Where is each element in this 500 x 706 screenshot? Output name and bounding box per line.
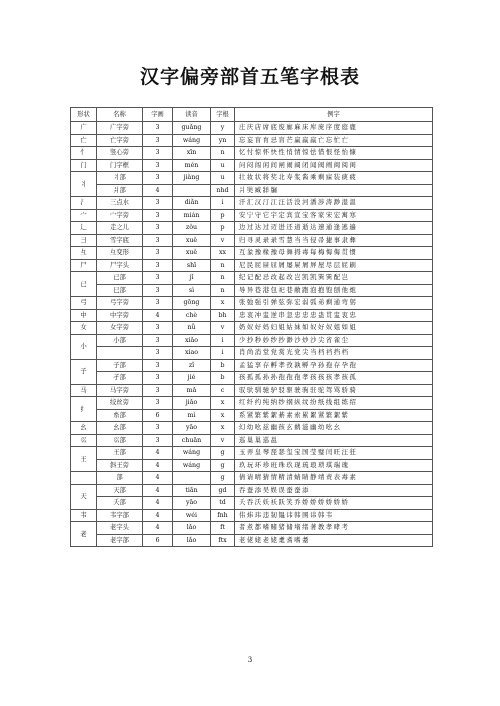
radical-shape-cell: 子 bbox=[71, 359, 97, 384]
stroke-count-cell: 3 bbox=[143, 234, 173, 247]
example-characters-cell: 汗汇汉汀江汪活没河潘涉涛渺湿温 bbox=[235, 197, 433, 210]
stroke-count-cell: 4 bbox=[143, 497, 173, 510]
table-row bbox=[71, 434, 433, 447]
table-row bbox=[71, 234, 433, 247]
table-row bbox=[71, 422, 433, 435]
stroke-count-cell: 3 bbox=[143, 134, 173, 147]
column-header: 例字 bbox=[235, 108, 433, 122]
example-characters-cell: 忘妄盲育忌盲芒赢羸羸亡忘忙亡 bbox=[235, 134, 433, 147]
table-row bbox=[71, 209, 433, 222]
page-title: 汉字偏旁部首五笔字根表 bbox=[139, 66, 360, 88]
example-characters-cell: 忠衷冲盅逆串忽忠忠忠蛊贯盅衷忠 bbox=[235, 309, 433, 322]
table-header-row bbox=[71, 108, 433, 122]
wubi-code-cell: td bbox=[211, 497, 235, 510]
pinyin-cell: xiǎo bbox=[173, 334, 211, 347]
radical-name-cell: 部 bbox=[97, 472, 143, 485]
pinyin-cell: nǚ bbox=[173, 322, 211, 335]
example-characters-cell: 孩孤孤孙孙孢孢孢孝孩孩孩孝孩孤 bbox=[235, 372, 433, 385]
table-row bbox=[71, 534, 433, 547]
radical-name-cell: 门字框 bbox=[97, 159, 143, 172]
pinyin-cell: wáng bbox=[173, 134, 211, 147]
stroke-count-cell: 3 bbox=[143, 347, 173, 360]
stroke-count-cell: 4 bbox=[143, 447, 173, 460]
radical-name-cell: 老字头 bbox=[97, 522, 143, 535]
example-characters-cell: 夭吞沃妖袄跃笑乔娇娇娇娇娇娇 bbox=[235, 497, 433, 510]
example-characters-cell: 导异巷港包祀巷敝跑泡抱饱刨他炮 bbox=[235, 284, 433, 297]
pinyin-cell: wáng bbox=[173, 447, 211, 460]
example-characters-cell: 幻幼吆兹幽孩玄鹚滋幽幼吆幺 bbox=[235, 422, 433, 435]
example-characters-cell: 问闷闯闲间闸闹阔闭闻阀阐闽阅闺 bbox=[235, 159, 433, 172]
stroke-count-cell: 3 bbox=[143, 159, 173, 172]
table-row bbox=[71, 197, 433, 210]
wubi-code-cell: gd bbox=[211, 484, 235, 497]
table-row bbox=[71, 497, 433, 510]
table-row bbox=[71, 409, 433, 422]
table-row bbox=[71, 222, 433, 235]
wubi-code-cell: b bbox=[211, 372, 235, 385]
wubi-code-cell: nhd bbox=[211, 184, 235, 197]
radical-shape-cell: 小 bbox=[71, 334, 97, 359]
wubi-code-cell: g bbox=[211, 459, 235, 472]
radical-name-cell: 小部 bbox=[97, 334, 143, 347]
example-characters-cell: 红纤约纯纳纱纲纵纹纷纸线组练绍 bbox=[235, 397, 433, 410]
stroke-count-cell: 3 bbox=[143, 372, 173, 385]
radical-shape-cell: 彐 bbox=[71, 234, 97, 247]
radical-shape-cell: 王 bbox=[71, 447, 97, 472]
radical-name-cell: 广字旁 bbox=[97, 122, 143, 135]
radical-shape-cell: 天 bbox=[71, 484, 97, 509]
table-row bbox=[71, 334, 433, 347]
stroke-count-cell: 4 bbox=[143, 309, 173, 322]
example-characters-cell: 吞蚕添吴娱误蚕蚕添 bbox=[235, 484, 433, 497]
pinyin-cell: chuān bbox=[173, 434, 211, 447]
example-characters-cell: 忆忖惊怀快性悄情惊怯惜恨怪怡慷 bbox=[235, 147, 433, 160]
radical-shape-cell: 已 bbox=[71, 272, 97, 297]
table-row bbox=[71, 147, 433, 160]
pinyin-cell: mén bbox=[173, 159, 211, 172]
radical-name-cell: 王部 bbox=[97, 447, 143, 460]
table-row bbox=[71, 522, 433, 535]
column-header: 读音 bbox=[173, 108, 211, 122]
wubi-code-cell: yn bbox=[211, 134, 235, 147]
radical-name-cell: 马字旁 bbox=[97, 384, 143, 397]
table-row bbox=[71, 372, 433, 385]
radical-name-cell: 老字部 bbox=[97, 534, 143, 547]
stroke-count-cell: 3 bbox=[143, 197, 173, 210]
example-characters-cell: 庄庆店席底废廊麻床库庞序度庭鹿 bbox=[235, 122, 433, 135]
radical-name-cell: 雪字底 bbox=[97, 234, 143, 247]
radical-name-cell: 孑部 bbox=[97, 372, 143, 385]
radical-name-cell: 竖心旁 bbox=[97, 147, 143, 160]
radical-name-cell: 已部 bbox=[97, 272, 143, 285]
radical-name-cell: 幺部 bbox=[97, 422, 143, 435]
radical-name-cell: 巛部 bbox=[97, 434, 143, 447]
radical-table bbox=[70, 107, 433, 547]
example-characters-cell: 者煮都嗜赌猪储堵绪著教孝哮考 bbox=[235, 522, 433, 535]
column-header: 形状 bbox=[71, 108, 97, 122]
stroke-count-cell: 4 bbox=[143, 484, 173, 497]
pinyin-cell: mǎ bbox=[173, 384, 211, 397]
wubi-code-cell: g bbox=[211, 447, 235, 460]
wubi-code-cell: i bbox=[211, 197, 235, 210]
example-characters-cell: 尼民屁屉屈屑屡屉屑屏屋尽层屁刷 bbox=[235, 259, 433, 272]
table-row bbox=[71, 309, 433, 322]
stroke-count-cell: 3 bbox=[143, 122, 173, 135]
radical-name-cell: 子部 bbox=[97, 359, 143, 372]
pinyin-cell: wéi bbox=[173, 509, 211, 522]
example-characters-cell: 肖尚消堂党赏光党尖当档裆挡档 bbox=[235, 347, 433, 360]
radical-name-cell: 走之儿 bbox=[97, 222, 143, 235]
pinyin-cell: zǐ bbox=[173, 359, 211, 372]
radical-shape-cell: 弓 bbox=[71, 297, 97, 310]
wubi-code-cell: u bbox=[211, 159, 235, 172]
pinyin-cell: xiao bbox=[173, 347, 211, 360]
radical-name-cell: 女字旁 bbox=[97, 322, 143, 335]
stroke-count-cell: 3 bbox=[143, 434, 173, 447]
example-characters-cell: 系紧繁紫絮綦素索累絮紧繁絮紫 bbox=[235, 409, 433, 422]
pinyin-cell: jiàng bbox=[173, 172, 211, 185]
wubi-code-cell: v bbox=[211, 234, 235, 247]
stroke-count-cell: 3 bbox=[143, 172, 173, 185]
pinyin-cell: sì bbox=[173, 284, 211, 297]
pinyin-cell: lǎo bbox=[173, 522, 211, 535]
column-header: 字画 bbox=[143, 108, 173, 122]
wubi-code-cell: x bbox=[211, 409, 235, 422]
stroke-count-cell: 3 bbox=[143, 247, 173, 260]
example-characters-cell: 玉弄皇琴琵瑟玺宝国莹璧闰旺汪狂 bbox=[235, 447, 433, 460]
wubi-code-cell: x bbox=[211, 422, 235, 435]
radical-shape-cell: 忄 bbox=[71, 147, 97, 160]
example-characters-cell: 玖玩环珍班珠玖现琉琅琐琪瑞瑰 bbox=[235, 459, 433, 472]
stroke-count-cell: 3 bbox=[143, 297, 173, 310]
table-row bbox=[71, 484, 433, 497]
page-number: 3 bbox=[247, 656, 253, 664]
stroke-count-cell: 6 bbox=[143, 409, 173, 422]
example-characters-cell: 伟炜玮违韧韫讳韩围讳韩韦 bbox=[235, 509, 433, 522]
stroke-count-cell: 3 bbox=[143, 222, 173, 235]
pinyin-cell: jié bbox=[173, 372, 211, 385]
stroke-count-cell: 3 bbox=[143, 322, 173, 335]
radical-shape-cell: 广 bbox=[71, 122, 97, 135]
radical-name-cell bbox=[97, 347, 143, 360]
stroke-count-cell: 3 bbox=[143, 397, 173, 410]
stroke-count-cell: 4 bbox=[143, 522, 173, 535]
table-row bbox=[71, 359, 433, 372]
radical-name-cell: 彑变形 bbox=[97, 247, 143, 260]
wubi-code-cell: n bbox=[211, 272, 235, 285]
stroke-count-cell: 4 bbox=[143, 472, 173, 485]
stroke-count-cell: 3 bbox=[143, 334, 173, 347]
stroke-count-cell: 3 bbox=[143, 284, 173, 297]
radical-name-cell: 尸字头 bbox=[97, 259, 143, 272]
radical-name-cell: 中字旁 bbox=[97, 309, 143, 322]
wubi-code-cell: x bbox=[211, 397, 235, 410]
radical-shape-cell: 纟 bbox=[71, 397, 97, 422]
example-characters-cell: 边过达过迈进还道逝达速通逢逃遍 bbox=[235, 222, 433, 235]
radical-shape-cell: 中 bbox=[71, 309, 97, 322]
radical-shape-cell: 门 bbox=[71, 159, 97, 172]
wubi-code-cell: y bbox=[211, 122, 235, 135]
table-row bbox=[71, 322, 433, 335]
pinyin-cell: xuě bbox=[173, 247, 211, 260]
radical-name-cell: 巳部 bbox=[97, 284, 143, 297]
radical-shape-cell: 巛 bbox=[71, 434, 97, 447]
pinyin-cell: wáng bbox=[173, 459, 211, 472]
radical-name-cell: 三点水 bbox=[97, 197, 143, 210]
radical-name-cell: 夭部 bbox=[97, 497, 143, 510]
radical-name-cell: 斜王旁 bbox=[97, 459, 143, 472]
radical-shape-cell: 彑 bbox=[71, 247, 97, 260]
stroke-count-cell: 3 bbox=[143, 422, 173, 435]
pinyin-cell: lǎo bbox=[173, 534, 211, 547]
radical-name-cell: 天部 bbox=[97, 484, 143, 497]
table-row bbox=[71, 122, 433, 135]
example-characters-cell: 归寻灵录录雪慧当当侵帚捷事隶彝 bbox=[235, 234, 433, 247]
radical-name-cell: 糸部 bbox=[97, 409, 143, 422]
pinyin-cell bbox=[173, 472, 211, 485]
wubi-code-cell: u bbox=[211, 172, 235, 185]
radical-shape-cell: 幺 bbox=[71, 422, 97, 435]
pinyin-cell: mián bbox=[173, 209, 211, 222]
radical-shape-cell: 氵 bbox=[71, 197, 97, 210]
example-characters-cell: 倩请晴猜情精清蜻睛静靖责表毒素 bbox=[235, 472, 433, 485]
example-characters-cell: 巡巢巢巡邕 bbox=[235, 434, 433, 447]
stroke-count-cell: 3 bbox=[143, 259, 173, 272]
pinyin-cell: jiǎo bbox=[173, 397, 211, 410]
stroke-count-cell: 3 bbox=[143, 147, 173, 160]
example-characters-cell: 互彖豫椽豫母舞拇毒每梅悔侮贯惯 bbox=[235, 247, 433, 260]
wubi-code-cell: c bbox=[211, 384, 235, 397]
table-row bbox=[71, 472, 433, 485]
table-row bbox=[71, 397, 433, 410]
example-characters-cell: 奶奴好妈妇姐姑妹如奴好奴姐如姐 bbox=[235, 322, 433, 335]
table-row bbox=[71, 272, 433, 285]
wubi-code-cell: xx bbox=[211, 247, 235, 260]
pinyin-cell: xīn bbox=[173, 147, 211, 160]
table-row bbox=[71, 247, 433, 260]
stroke-count-cell: 3 bbox=[143, 384, 173, 397]
example-characters-cell: 驭驮驯驰驴驳驱驶驹驻驼驾骂骄骑 bbox=[235, 384, 433, 397]
table-row bbox=[71, 384, 433, 397]
example-characters-cell: 安宁守它宇定宾宣宝客家宋宏寓寒 bbox=[235, 209, 433, 222]
wubi-code-cell: p bbox=[211, 222, 235, 235]
example-characters-cell: 纪记配忌改起改岂凯凯巽巽配岂 bbox=[235, 272, 433, 285]
table-row bbox=[71, 297, 433, 310]
radical-name-cell: 绞丝旁 bbox=[97, 397, 143, 410]
radical-name-cell: 弓字旁 bbox=[97, 297, 143, 310]
pinyin-cell: diǎn bbox=[173, 197, 211, 210]
pinyin-cell bbox=[173, 184, 211, 197]
wubi-code-cell: ft bbox=[211, 522, 235, 535]
pinyin-cell: xuě bbox=[173, 234, 211, 247]
wubi-code-cell: v bbox=[211, 434, 235, 447]
wubi-code-cell: n bbox=[211, 147, 235, 160]
pinyin-cell: shī bbox=[173, 259, 211, 272]
radical-shape-cell: 马 bbox=[71, 384, 97, 397]
radical-name-cell: 亡字旁 bbox=[97, 134, 143, 147]
wubi-code-cell: v bbox=[211, 322, 235, 335]
wubi-code-cell: g bbox=[211, 472, 235, 485]
wubi-code-cell: ftx bbox=[211, 534, 235, 547]
pinyin-cell: yāo bbox=[173, 497, 211, 510]
pinyin-cell: mì bbox=[173, 409, 211, 422]
wubi-code-cell: p bbox=[211, 209, 235, 222]
stroke-count-cell: 4 bbox=[143, 509, 173, 522]
stroke-count-cell: 6 bbox=[143, 534, 173, 547]
wubi-code-cell: b bbox=[211, 359, 235, 372]
example-characters-cell: 爿奘臧牂牖 bbox=[235, 184, 433, 197]
radical-name-cell: 宀字旁 bbox=[97, 209, 143, 222]
wubi-code-cell: i bbox=[211, 347, 235, 360]
table-row bbox=[71, 447, 433, 460]
column-header: 字根 bbox=[211, 108, 235, 122]
radical-shape-cell: 辶 bbox=[71, 222, 97, 235]
radical-name-cell: 丬部 bbox=[97, 172, 143, 185]
stroke-count-cell: 4 bbox=[143, 459, 173, 472]
pinyin-cell: yāo bbox=[173, 422, 211, 435]
radical-shape-cell: 亡 bbox=[71, 134, 97, 147]
pinyin-cell: gōng bbox=[173, 297, 211, 310]
pinyin-cell: zǒu bbox=[173, 222, 211, 235]
wubi-code-cell: fnh bbox=[211, 509, 235, 522]
radical-shape-cell: 女 bbox=[71, 322, 97, 335]
radical-shape-cell: 韦 bbox=[71, 509, 97, 522]
table-row bbox=[71, 172, 433, 185]
radical-shape-cell: 丬 bbox=[71, 172, 97, 197]
radical-shape-cell: 宀 bbox=[71, 209, 97, 222]
column-header: 名称 bbox=[97, 108, 143, 122]
radical-name-cell: 爿部 bbox=[97, 184, 143, 197]
radical-name-cell: 韦字部 bbox=[97, 509, 143, 522]
radical-shape-cell: 老 bbox=[71, 522, 97, 547]
table-row bbox=[71, 259, 433, 272]
table-row bbox=[71, 509, 433, 522]
table-row bbox=[71, 184, 433, 197]
stroke-count-cell: 3 bbox=[143, 359, 173, 372]
wubi-code-cell: x bbox=[211, 297, 235, 310]
table-row bbox=[71, 284, 433, 297]
table-row bbox=[71, 134, 433, 147]
example-characters-cell: 壮妆状将奖北寿浆酱乘剩寐装痰疲 bbox=[235, 172, 433, 185]
example-characters-cell: 少抄秒妙纱抄渺沙炒沙尖省雀尘 bbox=[235, 334, 433, 347]
radical-shape-cell bbox=[71, 472, 97, 485]
table-row bbox=[71, 159, 433, 172]
pinyin-cell: chè bbox=[173, 309, 211, 322]
table-row bbox=[71, 459, 433, 472]
wubi-code-cell: n bbox=[211, 259, 235, 272]
table-body bbox=[71, 122, 433, 547]
pinyin-cell: guǎng bbox=[173, 122, 211, 135]
wubi-code-cell: n bbox=[211, 284, 235, 297]
example-characters-cell: 张弛强引弹弦弥宏弱弧弟剩通弯躬 bbox=[235, 297, 433, 310]
example-characters-cell: 老佬姥老姥耄耆嗜耋 bbox=[235, 534, 433, 547]
radical-shape-cell: 尸 bbox=[71, 259, 97, 272]
wubi-code-cell: i bbox=[211, 334, 235, 347]
stroke-count-cell: 4 bbox=[143, 184, 173, 197]
pinyin-cell: tiān bbox=[173, 484, 211, 497]
stroke-count-cell: 3 bbox=[143, 272, 173, 285]
pinyin-cell: jǐ bbox=[173, 272, 211, 285]
table-row bbox=[71, 347, 433, 360]
stroke-count-cell: 3 bbox=[143, 209, 173, 222]
wubi-code-cell: bh bbox=[211, 309, 235, 322]
example-characters-cell: 孟猛享存孵孝孜孰孵孕孙孢存孕孢 bbox=[235, 359, 433, 372]
